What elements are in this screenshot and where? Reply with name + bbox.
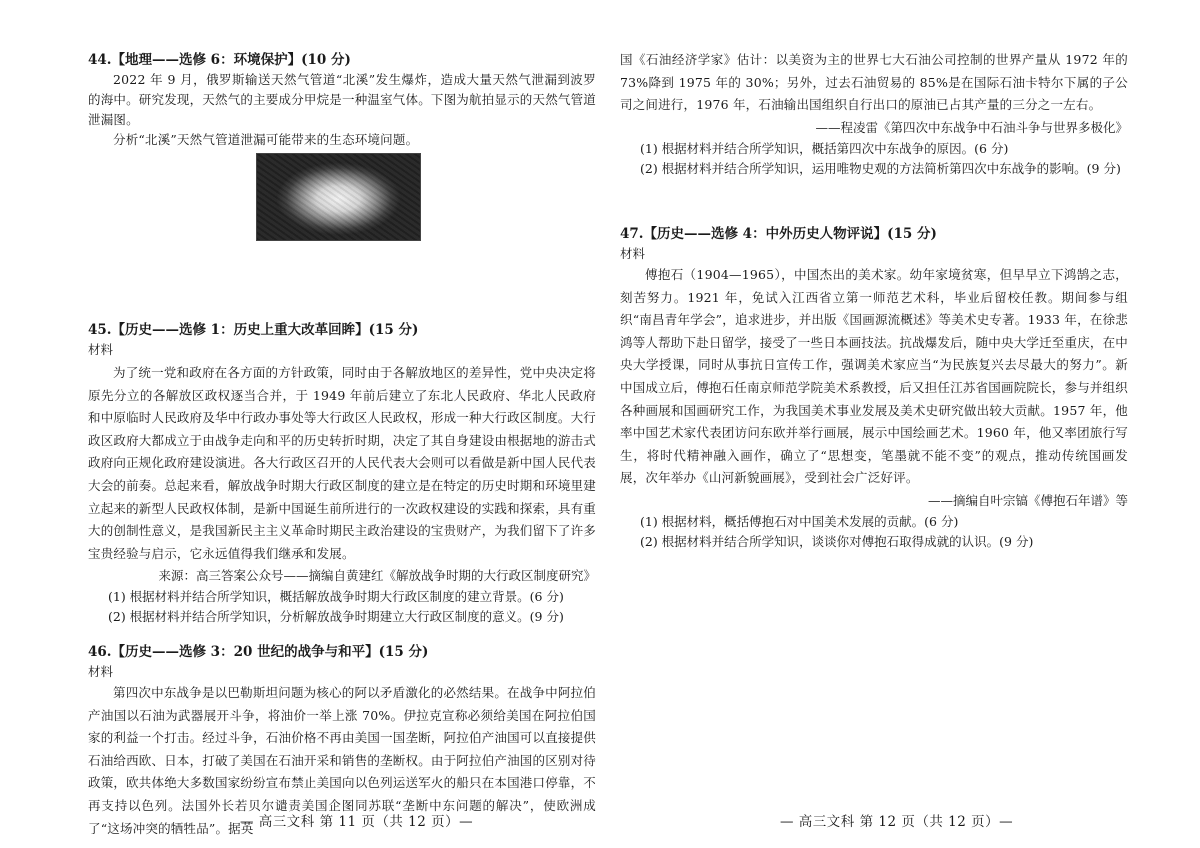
question-46-sub-2: (2) 根据材料并结合所学知识，运用唯物史观的方法简析第四次中东战争的影响。(9 分) (640, 160, 1121, 176)
question-44-body: 2022 年 9 月，俄罗斯输送天然气管道“北溪”发生爆炸，造成大量天然气泄漏到波罗的海中。研究发现，天然气的主要成分甲烷是一种温室气体。下图为航拍显示的天然气管道泄漏图。 (88, 72, 597, 127)
question-45-title: 45.【历史——选修 1：历史上重大改革回眸】(15 分) (88, 322, 419, 338)
question-45-material: 为了统一党和政府在各方面的方针政策，同时由于各解放地区的差异性，党中央决定将原先分立的各解放区政权逐当合并，于 1949 年前后建立了东北人民政府、华北人民政府和中原临时人民政府及华中行政办事处等大行政区人民政权，形成一种大行政区制度。大行政区政府大都成立于由战争走向和平的历史转折时期，决定了其自身建设由根据地的游击式政府向正规化政府建设演进。各大行政区召开的人民代表大会则可以看做是新中国人民代表大会的前奏。总起来看，解放战争时期大行政区制度的建立是在特定的历史时期和环境里建立起来的新型人民政权体制，是新中国诞生前所进行的一次政权建设的实践和探索，具有重大的创制性意义，是我国新民主主义革命时期民主政治建设的宝贵财产，为我们留下了许多宝贵经验与启示，它永远值得我们继承和发展。 (88, 365, 597, 561)
question-47-title: 47.【历史——选修 4：中外历史人物评说】(15 分) (620, 226, 937, 242)
question-47 (620, 224, 1128, 552)
question-46-sub-1: (1) 根据材料并结合所学知识，概括第四次中东战争的原因。(6 分) (640, 140, 1009, 156)
question-47-material: 傅抱石（1904—1965），中国杰出的美术家。幼年家境贫寒，但早早立下鸿鹄之志，刻苦努力。1921 年，免试入江西省立第一师范艺术科，毕业后留校任教。期间参与组织“南昌青年学会”，追求进步，并出版《国画源流概述》等美术史专著。1933 年，在徐悲鸿等人帮助下赴日留学，接受了一些日本画技法。抗战爆发后，随中央大学迁至重庆，在中央大学授课，同时从事抗日宣传工作，强调美术家应当“为民族复兴去尽最大的努力”。新中国成立后，傅抱石任南京师范学院美术系教授，后又担任江苏省国画院院长，参与并组织各种画展和国画研究工作，为我国美术事业发展及美术史研究做出较大贡献。1957 年，他率中国艺术家代表团访问东欧并举行画展，展示中国绘画艺术。1960 年，他又率团旅行写生，将时代精神融入画作，确立了“思想变，笔墨就不能不变”的观点，推动传统国画发展，次年举办《山河新貌画展》，受到社会广泛好评。 (620, 267, 1129, 486)
question-45-material-label: 材料 (88, 342, 114, 357)
question-46-material-label: 材料 (88, 664, 114, 679)
question-47-sub-2: (2) 根据材料并结合所学知识，谈谈你对傅抱石取得成就的认识。(9 分) (640, 533, 1034, 549)
question-45 (88, 320, 596, 627)
question-45-source: 来源：高三答案公众号——摘编自黄建红《解放战争时期的大行政区制度研究》 (158, 568, 596, 584)
question-45-sub-1: (1) 根据材料并结合所学知识，概括解放战争时期大行政区制度的建立背景。(6 分) (108, 589, 564, 605)
question-44-title: 44.【地理——选修 6：环境保护】(10 分) (88, 52, 351, 68)
right-page (620, 0, 1128, 848)
question-45-sub-2: (2) 根据材料并结合所学知识，分析解放战争时期建立大行政区制度的意义。(9 分) (108, 609, 564, 625)
question-44-task: 分析“北溪”天然气管道泄漏可能带来的生态环境问题。 (113, 132, 419, 147)
question-47-source: ——摘编自叶宗镐《傅抱石年谱》等 (927, 492, 1128, 508)
question-44 (88, 50, 596, 150)
question-47-material-label: 材料 (620, 246, 646, 261)
question-46-material: 第四次中东战争是以巴勒斯坦问题为核心的阿以矛盾激化的必然结果。在战争中阿拉伯产油国以石油为武器展开斗争，将油价一举上涨 70%。伊拉克宣称必须给美国在阿拉伯国家的利益一个打击。经过斗争，石油价格不再由美国一国垄断，阿拉伯产油国可以直接提供石油给西欧、日本，打破了美国在石油开采和销售的垄断权。由于阿拉伯产油国的区别对待政策，欧共体绝大多数国家纷纷宣布禁止美国向以色列运送军火的船只在本国港口停靠，不再支持以色列。法国外长若贝尔谴责美国企图同苏联“垄断中东问题的解决”，使欧洲成了“这场冲突的牺牲品”。据英 (88, 685, 597, 836)
question-46-material-continued: 国《石油经济学家》估计：以美资为主的世界七大石油公司控制的世界产量从 1972 年的 73%降到 1975 年的 30%；另外，过去石油贸易的 85%是在国际石油卡特尔下属的子公司之间进行，1976 年，石油输出国组织自行出口的原油已占其产量的三分之一左右。 (620, 52, 1128, 113)
question-47-sub-1: (1) 根据材料，概括傅抱石对中国美术发展的贡献。(6 分) (640, 513, 959, 529)
page-12-footer: — 高三文科 第 12 页（共 12 页）— (780, 814, 1014, 830)
gas-leak-aerial-photo (256, 153, 421, 241)
page-11-footer: — 高三文科 第 11 页（共 12 页）— (240, 814, 474, 830)
question-46-source: ——程凌雷《第四次中东战争中石油斗争与世界多极化》 (815, 119, 1128, 135)
question-46-continued (620, 49, 1128, 179)
question-46-title: 46.【历史——选修 3：20 世纪的战争与和平】(15 分) (88, 644, 429, 660)
left-page (88, 0, 596, 848)
